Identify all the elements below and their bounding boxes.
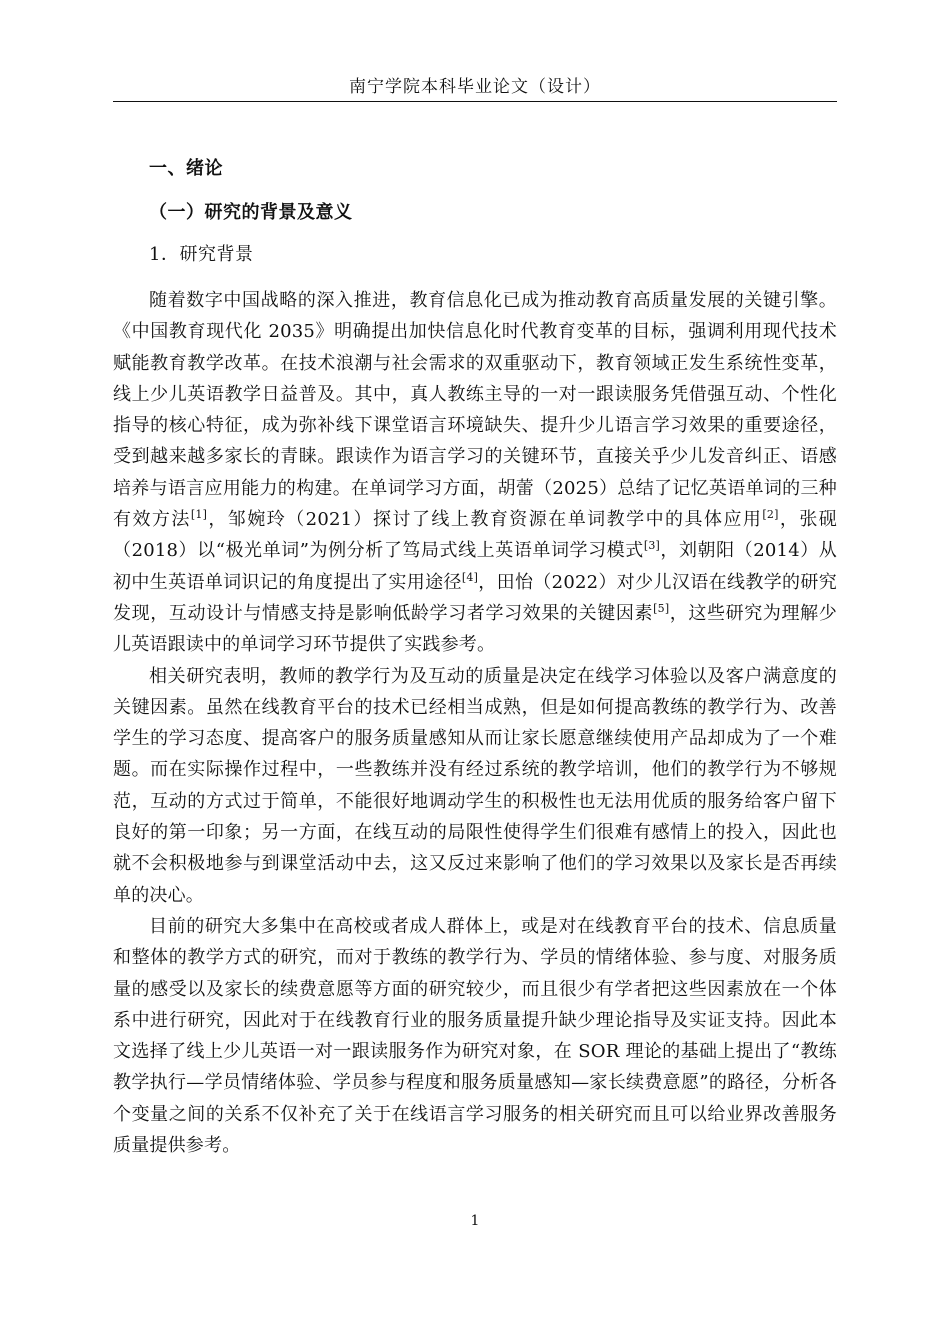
- paragraph-text: 相关研究表明，教师的教学行为及互动的质量是决定在线学习体验以及客户满意度的关键因素。虽然在线教育平台的技术已经相当成熟，但是如何提高教练的教学行为、改善学生的学习态度、提高客户的服务质量感知从而让家长愿意继续使用产品却成为了一个难题。而在实际操作过程中，一些教练并没有经过系统的教学培训，他们的教学行为不够规范，互动的方式过于简单，不能很好地调动学生的积极性也无法用优质的服务给客户留下良好的第一印象；另一方面，在线互动的局限性使得学生们很难有感情上的投入，因此也就不会积极地参与到课堂活动中去，这又反过来影响了他们的学习效果以及家长是否再续单的决心。: [113, 665, 837, 906]
- citation-marker: [3]: [643, 539, 661, 553]
- section-heading: （一）研究的背景及意义: [149, 202, 353, 223]
- chapter-heading: 一、绪论: [149, 158, 223, 179]
- citation-marker: [5]: [653, 601, 670, 615]
- paragraph-text: ，张砚（2018）以“极光单词”为例分析了笃局式线上英语单词学习模式: [113, 509, 837, 562]
- paragraph-background: [113, 285, 837, 661]
- running-header: 南宁学院本科毕业论文（设计）: [349, 77, 601, 97]
- paragraph-research-gap: [113, 911, 837, 1161]
- paragraph-text: ，这些研究为理解少儿英语跟读中的单词学习环节提供了实践参考。: [113, 602, 837, 656]
- citation-marker: [1]: [190, 508, 208, 522]
- paragraph-text: ，邹婉玲（2021）探讨了线上教育资源在单词教学中的具体应用: [207, 509, 763, 531]
- page-number: 1: [470, 1213, 480, 1229]
- header-rule: [113, 101, 837, 102]
- citation-marker: [4]: [461, 570, 479, 584]
- subsection-heading: 1．研究背景: [149, 244, 254, 265]
- body-text: [113, 285, 837, 1161]
- citation-marker: [2]: [762, 508, 779, 522]
- paragraph-text: ，田怡（2022）对少儿汉语在线教学的研究发现，互动设计与情感支持是影响低龄学习者学习效果的关键因素: [113, 571, 837, 624]
- paragraph-text: ，刘朝阳（2014）从初中生英语单词识记的角度提出了实用途径: [113, 540, 837, 593]
- paragraph-text: 目前的研究大多集中在高校或者成人群体上，或是对在线教育平台的技术、信息质量和整体的教学方式的研究，而对于教练的教学行为、学员的情绪体验、参与度、对服务质量的感受以及家长的续费意愿等方面的研究较少，而且很少有学者把这些因素放在一个体系中进行研究，因此对于在线教育行业的服务质量提升缺少理论指导及实证支持。因此本文选择了线上少儿英语一对一跟读服务作为研究对象，在 SOR 理论的基础上提出了“教练教学执行—学员情绪体验、学员参与程度和服务质量感知—家长续费意愿”的路径，分析各个变量之间的关系不仅补充了关于在线语言学习服务的相关研究而且可以给业界改善服务质量提供参考。: [113, 915, 837, 1157]
- paragraph-text: 随着数字中国战略的深入推进，教育信息化已成为推动教育高质量发展的关键引擎。《中国教育现代化 2035》明确提出加快信息化时代教育变革的目标，强调利用现代技术赋能教育教学改革。在技术浪潮与社会需求的双重驱动下，教育领域正发生系统性变革，线上少儿英语教学日益普及。其中，真人教练主导的一对一跟读服务凭借强互动、个性化指导的核心特征，成为弥补线下课堂语言环境缺失、提升少儿语言学习效果的重要途径，受到越来越多家长的青睐。跟读作为语言学习的关键环节，直接关乎少儿发音纠正、语感培养与语言应用能力的构建。在单词学习方面，胡蕾（2025）总结了记忆英语单词的三种有效方法: [113, 290, 837, 531]
- paragraph-related-research: [113, 661, 837, 911]
